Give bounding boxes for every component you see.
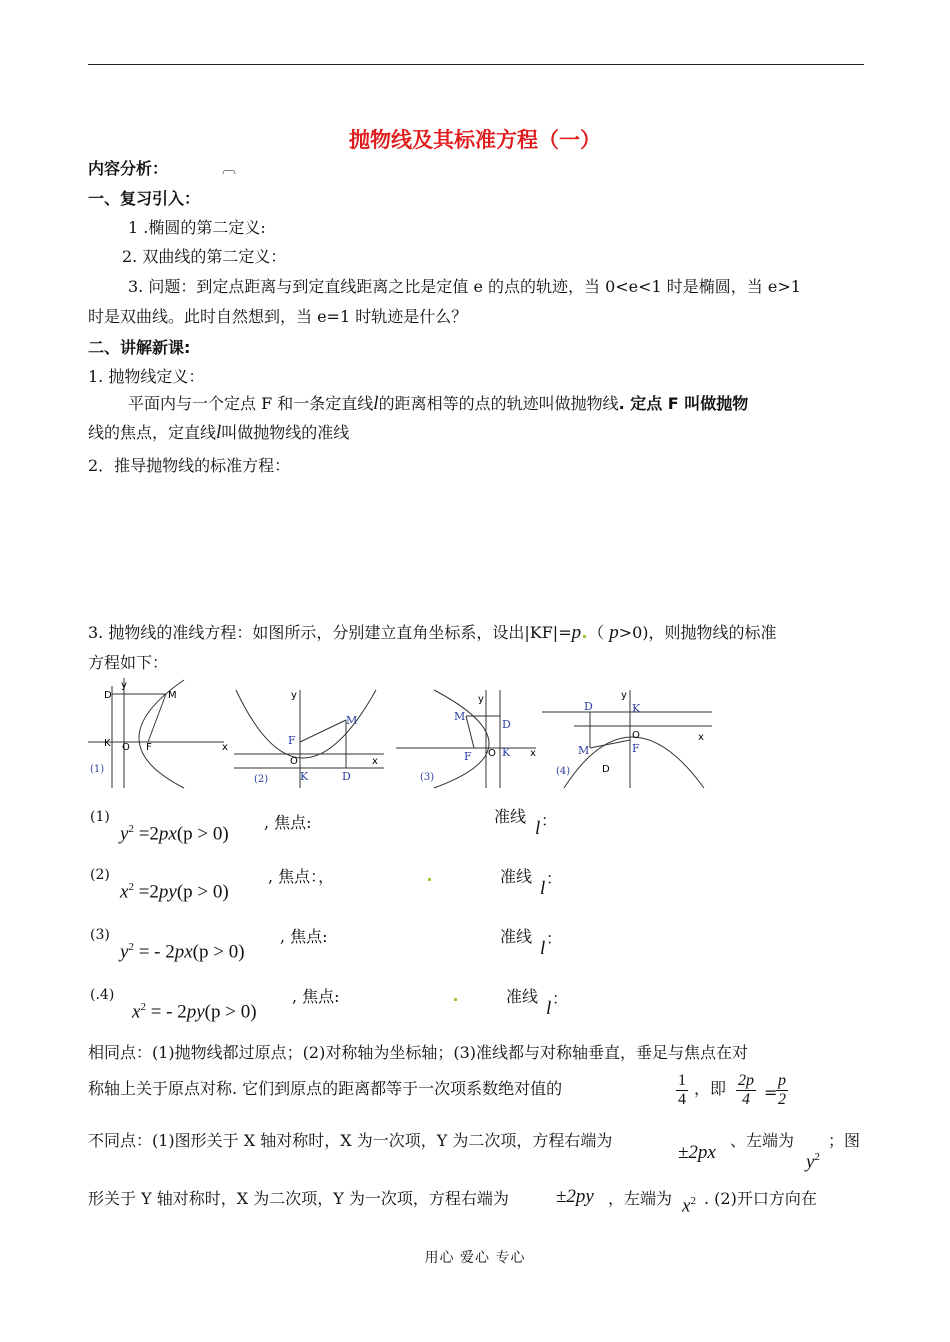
header-rule [88, 64, 864, 65]
review-item-1: 1 .椭圆的第二定义: [128, 218, 266, 237]
equation-formula: $x^2 =2py(p > 0)$ [120, 881, 229, 903]
line-l-symbol: l [535, 818, 541, 839]
diff-formula-py: ±2py [556, 1186, 594, 1207]
fig1-number: (1) [90, 764, 105, 775]
figure-4 [542, 690, 712, 788]
fig3-label-F: F [464, 750, 472, 763]
common-line2: 称轴上关于原点对称. 它们到原点的距离都等于一次项系数绝对值的 [88, 1079, 563, 1098]
fig3-label-O: O [488, 748, 496, 759]
equation-number: (2) [90, 867, 110, 883]
fig1-label-D: D [104, 690, 112, 701]
line-l-symbol: l [373, 393, 379, 414]
fig4-label-F: F [632, 742, 640, 755]
fig1-label-x: x [222, 742, 228, 753]
equation-formula: $y^2 =2px(p > 0)$ [120, 823, 229, 845]
review-item-3-line2: 时是双曲线。此时自然想到，当 e=1 时轨迹是什么？ [88, 307, 468, 326]
section1-heading: 一、复习引入： [88, 189, 201, 208]
fig3-label-M: M [454, 710, 466, 723]
figure-3 [396, 690, 536, 788]
review-item-3-line1: 3. 问题：到定点距离与到定直线距离之比是定值 e 的点的轨迹，当 0<e<1 时是椭圆，当 e>1 [128, 277, 801, 296]
fraction-one-quarter: $\frac{1}{4}$ [678, 1072, 686, 1108]
diff-formula-y2: $y^2$ [806, 1151, 820, 1173]
equation-number: (.4) [90, 987, 115, 1003]
fraction-2p-4: $\frac{2p}{4}$ [738, 1072, 754, 1108]
equation-formula: $x^2$ = - 2py(p > 0) [132, 1001, 257, 1023]
equation-directrix: 准线 [500, 867, 533, 886]
fig2-number: (2) [254, 774, 269, 785]
equation-directrix: 准线 [494, 807, 527, 826]
fig2-label-D: D [342, 770, 351, 783]
fig4-label-y: y [621, 690, 627, 701]
line-l-symbol: l [216, 422, 222, 443]
fig3-label-D: D [502, 718, 511, 731]
fig2-label-O: O [290, 756, 298, 767]
definition-line1: 平面内与一个定点 F 和一条定直线l的距离相等的点的轨迹叫做抛物线. 定点 F 叫做抛物 [128, 393, 749, 414]
fig1-label-M: M [168, 690, 177, 701]
content-analysis-heading: 内容分析： [88, 159, 169, 178]
figure-2 [234, 690, 384, 788]
fig2-label-F: F [288, 734, 296, 747]
definition-line2: 线的焦点，定直线l叫做抛物线的准线 [88, 422, 350, 443]
diff-line1: 不同点：(1)图形关于 X 轴对称时，X 为一次项，Y 为二次项，方程右端为 [88, 1131, 613, 1150]
equation-directrix: 准线 [500, 927, 533, 946]
diff-line2: 形关于 Y 轴对称时，X 为二次项，Y 为一次项，方程右端为 [88, 1189, 509, 1208]
page-title: 抛物线及其标准方程（一） [349, 128, 601, 152]
page-footer: 用心 爱心 专心 [424, 1250, 526, 1266]
equation-formula: $y^2$ = - 2px(p > 0) [120, 941, 245, 963]
fig2-label-x: x [372, 756, 378, 767]
fig3-number: (3) [420, 772, 435, 783]
fig2-label-y: y [291, 690, 297, 701]
equation-number: (1) [90, 809, 110, 825]
line-l-symbol: l [540, 878, 546, 899]
fig1-label-O: O [122, 742, 130, 753]
fig2-label-M: M [346, 714, 358, 727]
fig3-label-y: y [478, 694, 484, 705]
parabola-figures [84, 676, 724, 792]
fig1-label-y: y [121, 680, 127, 691]
equation-number: (3) [90, 927, 110, 943]
fig1-label-F: F [146, 742, 152, 753]
review-item-2: 2. 双曲线的第二定义： [122, 247, 287, 266]
equation-focus: , 焦点: [264, 813, 312, 832]
figure-1 [88, 678, 228, 788]
derive-title: 2．推导抛物线的标准方程： [88, 456, 291, 475]
equation-directrix: 准线 [506, 987, 539, 1006]
stray-mark: ︹ [222, 161, 236, 177]
equation-focus: , 焦点: [292, 987, 340, 1006]
common-line1: 相同点：(1)抛物线都过原点；(2)对称轴为坐标轴；(3)准线都与对称轴垂直，垂足与焦点在对 [88, 1043, 748, 1062]
fig4-label-D: D [584, 700, 593, 713]
fig4-label-D2: D [602, 764, 610, 775]
equation-focus: , 焦点：， [268, 867, 335, 886]
section2-heading: 二、讲解新课: [88, 338, 191, 357]
fraction-p-2: $\frac{p}{2}$ [778, 1072, 786, 1108]
fig4-label-M: M [578, 744, 590, 757]
fig4-label-O: O [632, 730, 640, 741]
equation-focus: , 焦点: [280, 927, 328, 946]
fig2-label-K: K [300, 770, 309, 783]
fig1-label-K: K [104, 738, 111, 749]
line-l-symbol: l [546, 998, 552, 1019]
fig4-label-K: K [632, 702, 641, 715]
fig4-label-x: x [698, 732, 704, 743]
directrix-line1: 3. 抛物线的准线方程：如图所示，分别建立直角坐标系，设出|KF|=p （ p>0)，则抛物线的标准 [88, 622, 777, 643]
diff-formula-px: ±2px [678, 1142, 716, 1163]
definition-title: 1. 抛物线定义： [88, 367, 205, 386]
fig3-label-x: x [530, 748, 536, 759]
line-l-symbol: l [540, 938, 546, 959]
diff-formula-x2: $x^2$ [682, 1195, 696, 1217]
fig4-number: (4) [556, 766, 571, 777]
fig3-label-K: K [502, 746, 511, 759]
directrix-line2: 方程如下： [88, 653, 169, 672]
